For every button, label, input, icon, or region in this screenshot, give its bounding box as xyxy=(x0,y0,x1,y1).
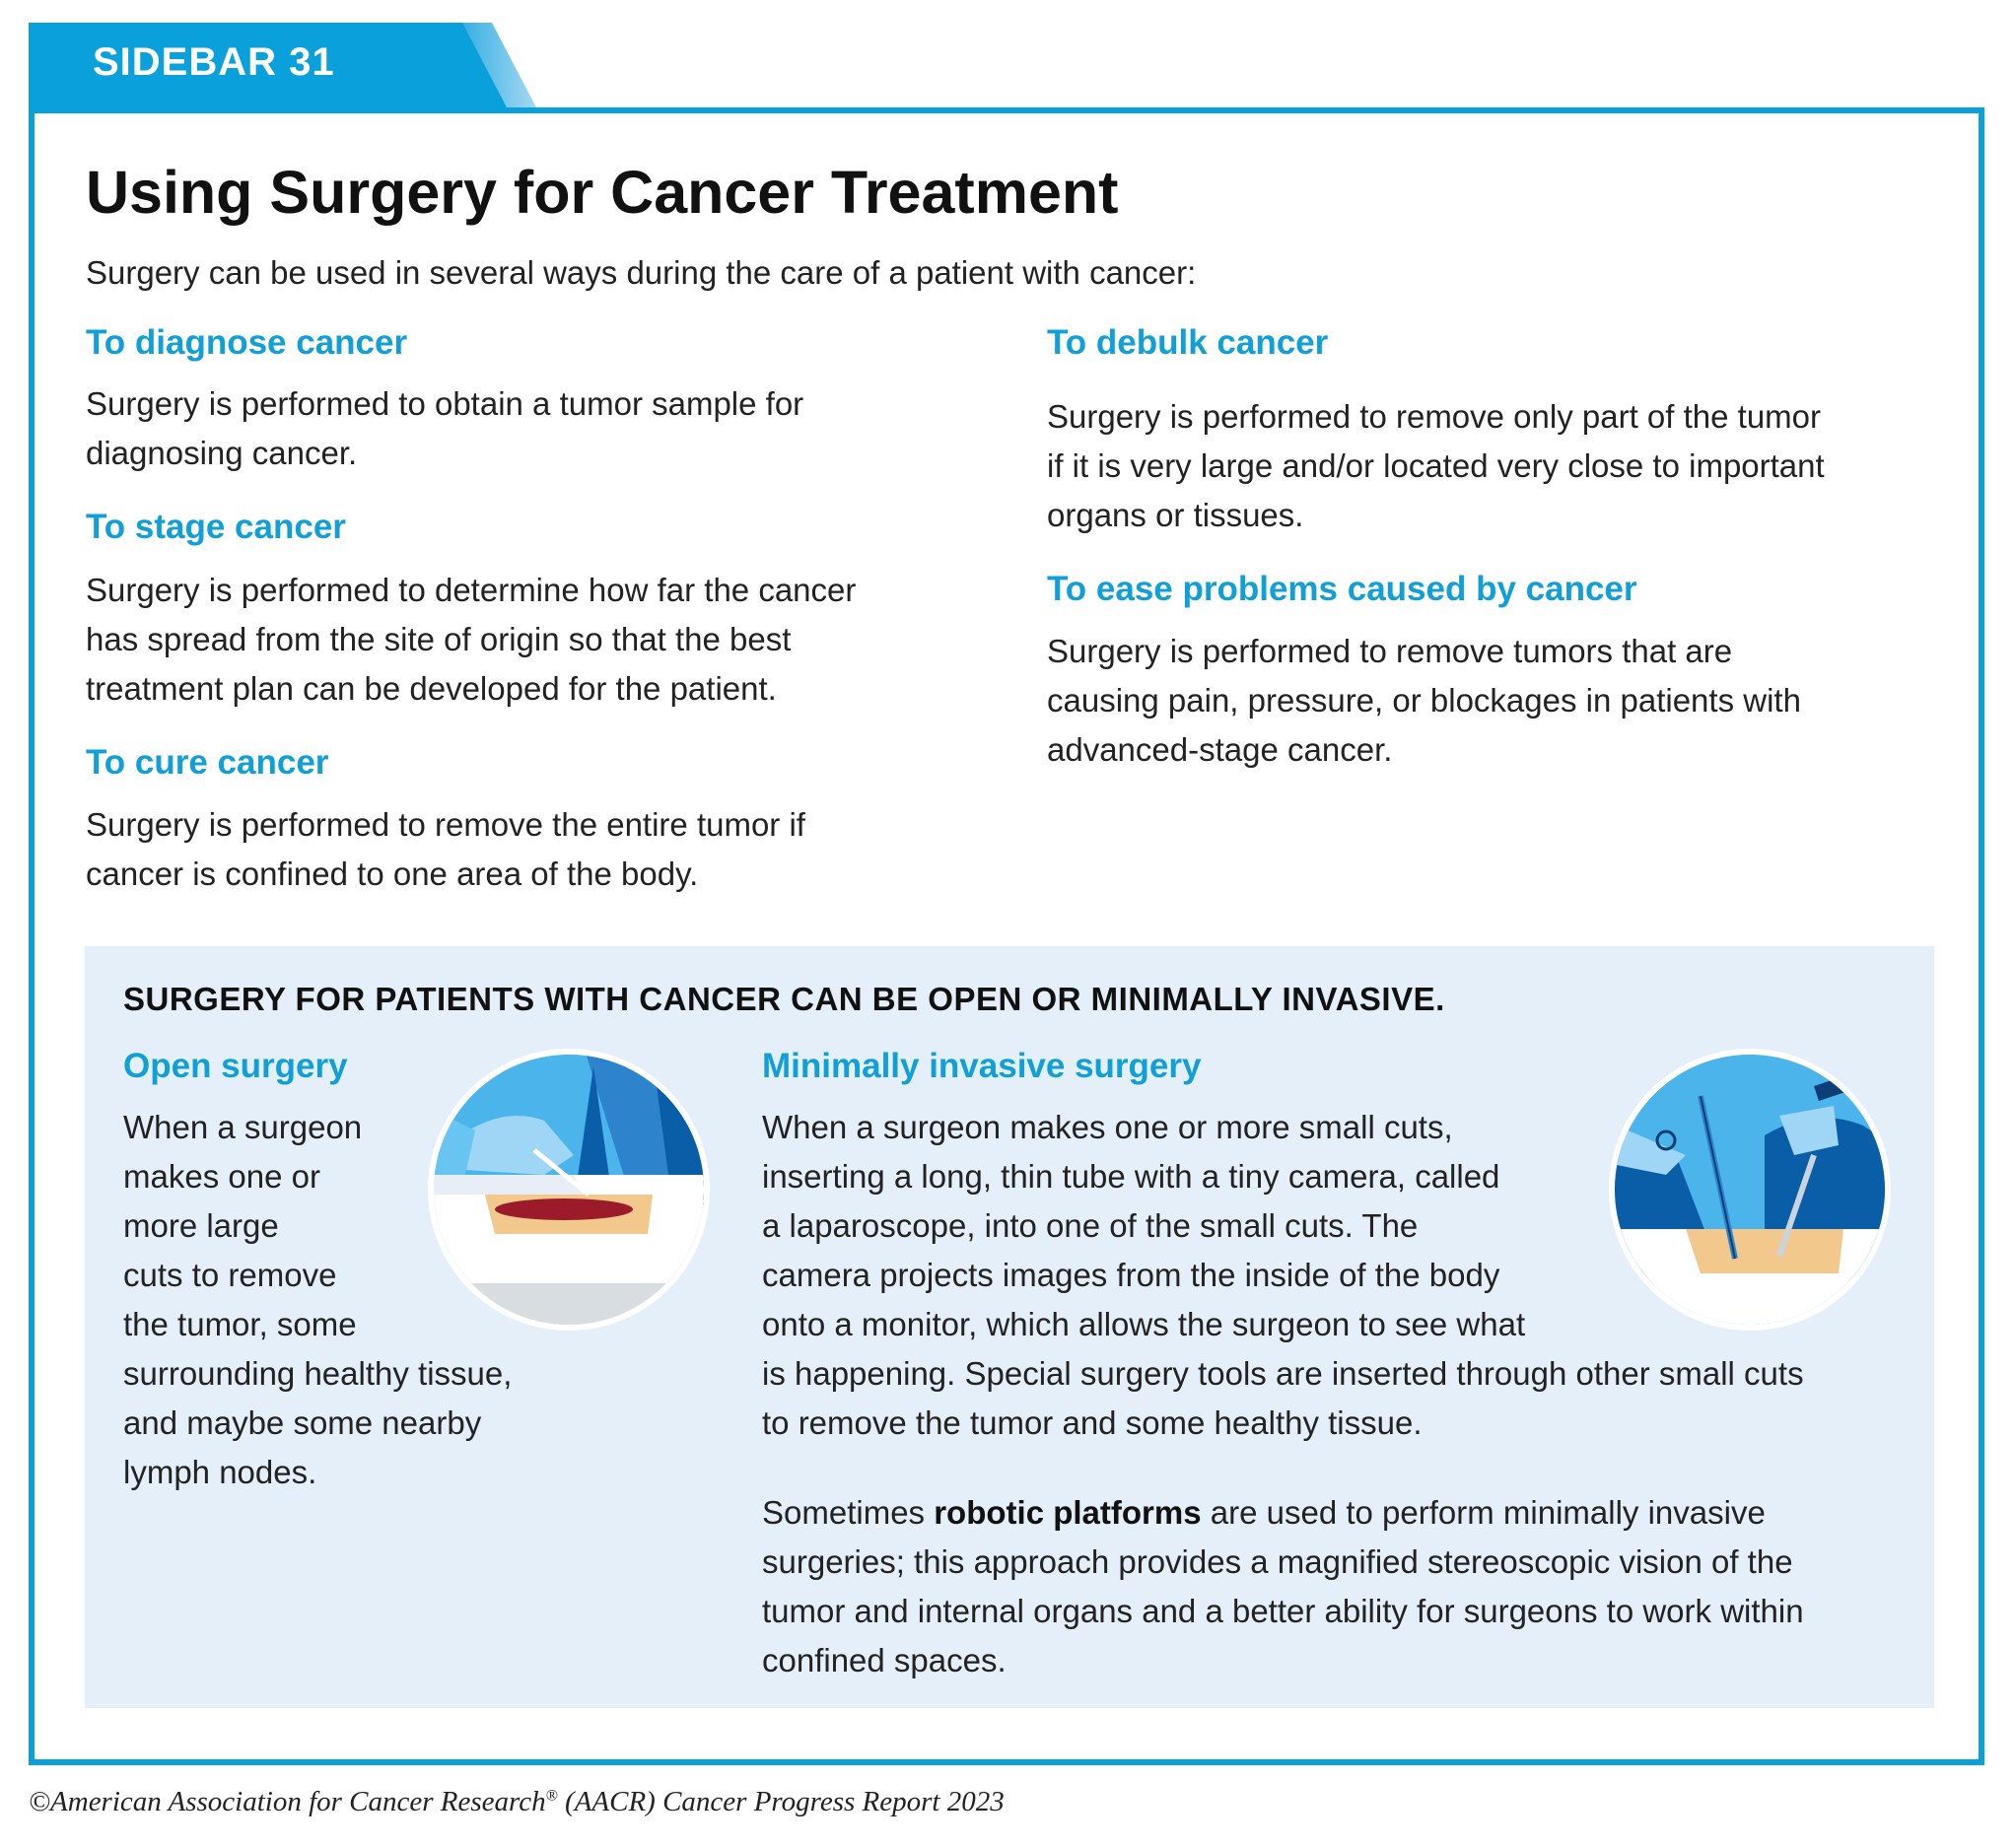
stage-heading: To stage cancer xyxy=(86,508,346,546)
sidebar-number: SIDEBAR 31 xyxy=(93,40,335,84)
text-line: Surgery is performed to remove tumors that are xyxy=(1047,633,1733,669)
cure-text xyxy=(86,800,805,899)
text-line: surrounding healthy tissue, xyxy=(123,1355,513,1392)
text-line: diagnosing cancer. xyxy=(86,435,358,471)
minimally-invasive-heading: Minimally invasive surgery xyxy=(762,1047,1202,1085)
text-line: Surgery is performed to remove the entire tumor if xyxy=(86,806,805,843)
diagnose-text xyxy=(86,379,803,478)
ease-heading: To ease problems caused by cancer xyxy=(1047,570,1637,608)
text-line: organs or tissues. xyxy=(1047,497,1304,533)
sidebar-tab xyxy=(29,23,541,107)
text-line: treatment plan can be developed for the patient. xyxy=(86,670,777,707)
text-line: cancer is confined to one area of the body. xyxy=(86,856,699,892)
text-line: camera projects images from the inside of the body xyxy=(762,1257,1500,1293)
text-line: causing pain, pressure, or blockages in patients with xyxy=(1047,682,1801,719)
text-line: lymph nodes. xyxy=(123,1454,317,1490)
open-surgery-heading: Open surgery xyxy=(123,1047,348,1085)
text-line: When a surgeon xyxy=(123,1109,363,1145)
text-fragment: are used to perform minimally invasive xyxy=(1201,1494,1766,1531)
panel-title: SURGERY FOR PATIENTS WITH CANCER CAN BE OPEN OR MINIMALLY INVASIVE. xyxy=(123,981,1445,1017)
debulk-text xyxy=(1047,392,1825,540)
debulk-heading: To debulk cancer xyxy=(1047,323,1329,362)
text-line: tumor and internal organs and a better ability for surgeons to work within xyxy=(762,1593,1804,1629)
cure-heading: To cure cancer xyxy=(86,743,329,782)
text-line: When a surgeon makes one or more small cuts, xyxy=(762,1109,1453,1145)
copyright-footer xyxy=(29,1786,1005,1818)
text-line: Surgery is performed to remove only part of the tumor xyxy=(1047,398,1822,435)
text-line: confined spaces. xyxy=(762,1642,1007,1678)
text-line: Surgery is performed to obtain a tumor sample for xyxy=(86,385,804,422)
open-surgery-illustration xyxy=(426,1047,712,1333)
text-line: makes one or xyxy=(123,1158,320,1195)
text-line: more large xyxy=(123,1207,279,1244)
text-line: if it is very large and/or located very close to important xyxy=(1047,447,1825,484)
text-line: to remove the tumor and some healthy tissue. xyxy=(762,1404,1423,1441)
text-line: inserting a long, thin tube with a tiny camera, called xyxy=(762,1158,1500,1195)
text-fragment: Sometimes xyxy=(762,1494,935,1531)
diagnose-heading: To diagnose cancer xyxy=(86,323,408,362)
text-line: has spread from the site of origin so that the best xyxy=(86,621,792,657)
stage-text xyxy=(86,566,856,714)
text-line xyxy=(762,1488,1804,1538)
text-line: is happening. Special surgery tools are inserted through other small cuts xyxy=(762,1355,1804,1392)
robotic-platforms-text xyxy=(762,1488,1804,1685)
minimally-invasive-illustration xyxy=(1607,1047,1893,1333)
page-title: Using Surgery for Cancer Treatment xyxy=(86,159,1119,226)
footer-text: ©American Association for Cancer Research xyxy=(29,1786,546,1817)
text-line: cuts to remove xyxy=(123,1257,337,1293)
text-line: the tumor, some xyxy=(123,1306,357,1342)
intro-text: Surgery can be used in several ways during the care of a patient with cancer: xyxy=(86,254,1197,291)
robotic-platforms-term: robotic platforms xyxy=(934,1494,1202,1531)
registered-mark: ® xyxy=(545,1787,558,1805)
text-line: and maybe some nearby xyxy=(123,1404,482,1441)
text-line: advanced-stage cancer. xyxy=(1047,731,1393,768)
text-line: Surgery is performed to determine how far the cancer xyxy=(86,572,857,608)
text-line: onto a monitor, which allows the surgeon to see what xyxy=(762,1306,1526,1342)
text-line: surgeries; this approach provides a magnified stereoscopic vision of the xyxy=(762,1543,1793,1580)
ease-text xyxy=(1047,627,1801,775)
footer-text: (AACR) Cancer Progress Report 2023 xyxy=(557,1786,1005,1817)
text-line: a laparoscope, into one of the small cuts. The xyxy=(762,1207,1419,1244)
